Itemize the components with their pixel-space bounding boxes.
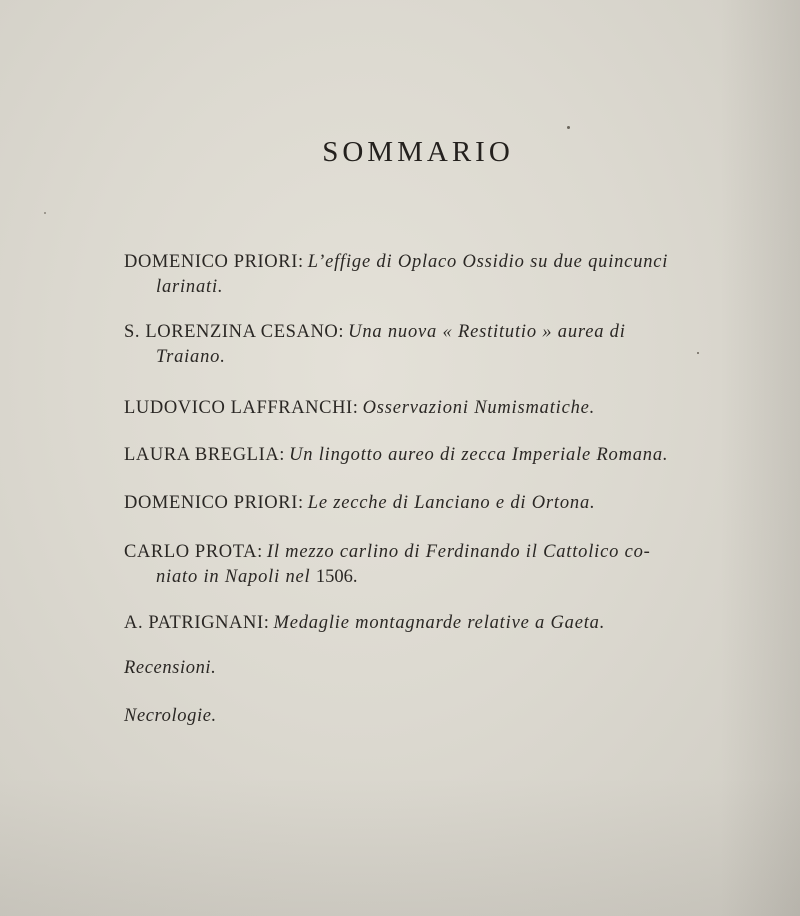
entry-author: A. PATRIGNANI	[124, 613, 264, 633]
toc-entry	[124, 250, 724, 300]
entry-author: CARLO PROTA	[124, 542, 258, 562]
toc-section	[124, 704, 724, 729]
entry-separator: :	[279, 445, 290, 465]
entry-separator: :	[263, 613, 274, 633]
toc-entry	[124, 611, 724, 636]
entry-title-continuation-text: niato in Napoli nel	[156, 567, 316, 587]
entry-separator: :	[297, 252, 308, 272]
entry-title: Una nuova « Restitutio » aurea di	[348, 322, 626, 342]
entry-author: LUDOVICO LAFFRANCHI	[124, 398, 353, 418]
entry-title-continuation	[124, 565, 724, 590]
section-obituaries: Necrologie.	[124, 706, 217, 726]
entry-title: Medaglie montagnarde relative a Gaeta.	[273, 613, 606, 633]
toc-entry	[124, 491, 724, 516]
toc-section	[124, 656, 724, 681]
paper-speck	[44, 212, 46, 214]
entry-title: L’effige di Oplaco Ossidio su due quincunci	[307, 252, 669, 272]
entry-separator: :	[352, 398, 363, 418]
page-title: SOMMARIO	[322, 136, 514, 168]
toc-entry	[124, 443, 724, 468]
entry-year: 1506.	[315, 567, 358, 587]
entry-title-continuation: Traiano.	[156, 347, 226, 367]
toc-entry	[124, 396, 724, 421]
entry-author: LAURA BREGLIA	[124, 445, 280, 465]
entry-title: Osservazioni Numismatiche.	[362, 398, 596, 418]
entry-separator: :	[338, 322, 349, 342]
section-reviews: Recensioni.	[124, 658, 217, 678]
entry-title: Un lingotto aureo di zecca Imperiale Romana.	[289, 445, 669, 465]
entry-title-continuation: larinati.	[156, 277, 224, 297]
entry-author: S. LORENZINA CESANO	[124, 322, 339, 342]
paper-speck	[567, 126, 570, 129]
entry-separator: :	[257, 542, 267, 562]
toc-entry	[124, 320, 724, 370]
entry-author: DOMENICO PRIORI	[124, 493, 298, 513]
entry-author: DOMENICO PRIORI	[124, 252, 298, 272]
page-bottom-shadow	[0, 776, 800, 916]
entry-title: Il mezzo carlino di Ferdinando il Cattolico co-	[266, 542, 651, 562]
entry-title: Le zecche di Lanciano e di Ortona.	[307, 493, 596, 513]
entry-separator: :	[297, 493, 308, 513]
toc-entry	[124, 540, 724, 590]
